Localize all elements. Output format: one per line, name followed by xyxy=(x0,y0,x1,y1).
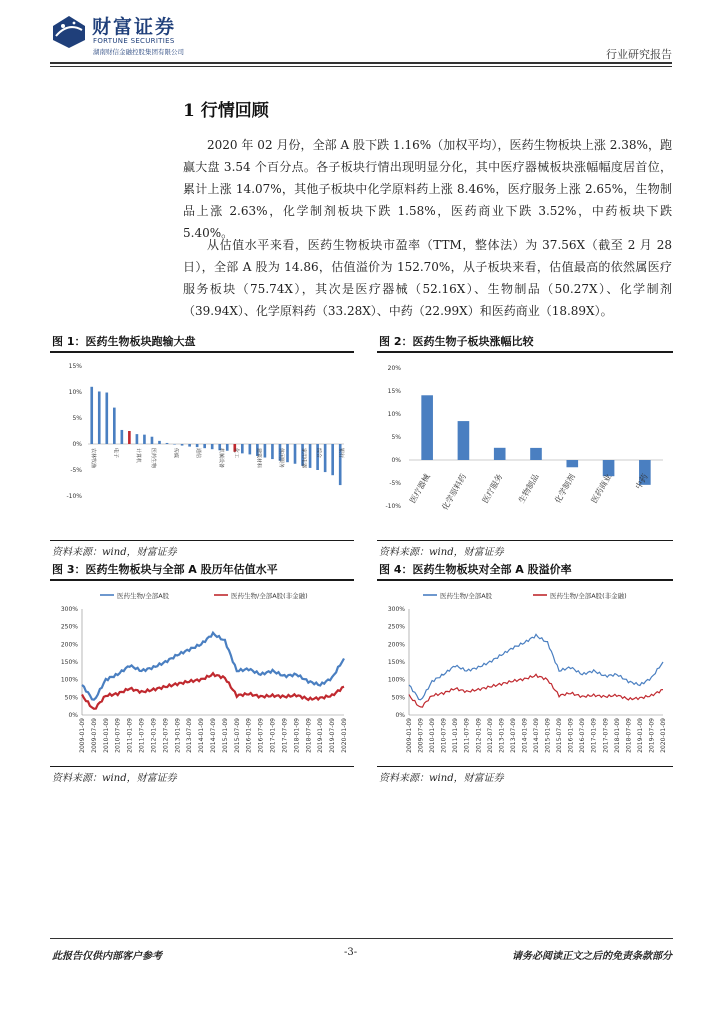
fig1-title: 图 1：医药生物板块跑输大盘 xyxy=(52,335,196,348)
fig3-xtick: 2011-01-09 xyxy=(126,718,134,753)
fig4-ytick: 150% xyxy=(387,659,405,666)
fig3-title: 图 3：医药生物板块与全部 A 股历年估值水平 xyxy=(52,563,278,576)
fig1-bar xyxy=(128,431,131,444)
fig2-bottom-rule xyxy=(377,540,673,541)
fig1-ytick: 10% xyxy=(68,389,82,396)
fig4-xtick: 2011-01-09 xyxy=(452,718,460,753)
fig4-xtick: 2010-01-09 xyxy=(429,718,437,753)
fig2-xtick: 中药 xyxy=(633,472,650,491)
fig1-bar xyxy=(324,444,327,472)
fig4-xtick: 2015-07-09 xyxy=(556,718,564,753)
fig3-xtick: 2018-07-09 xyxy=(305,718,313,753)
fig1-bar xyxy=(98,391,101,444)
fig1-bar xyxy=(151,437,154,444)
fig4-xtick: 2013-01-09 xyxy=(498,718,506,753)
fig1-bar xyxy=(203,444,206,448)
fig4-xtick: 2014-01-09 xyxy=(521,718,529,753)
fig3-xtick: 2009-07-09 xyxy=(90,718,98,753)
fig4-ytick: 300% xyxy=(387,606,405,613)
fig3-xtick: 2010-01-09 xyxy=(102,718,110,753)
fig3-legend-label: 医药生物/全部A股(非金融) xyxy=(231,592,308,600)
fig1-bar xyxy=(286,444,289,462)
fig3-xtick: 2016-01-09 xyxy=(245,718,253,753)
fig4-xtick: 2016-07-09 xyxy=(579,718,587,753)
fig1-bar xyxy=(113,408,116,444)
fig1-bar xyxy=(249,444,252,454)
fig4-xtick: 2018-07-09 xyxy=(625,718,633,753)
fig2-ytick: 0% xyxy=(391,457,401,464)
fig4-xtick: 2017-07-09 xyxy=(602,718,610,753)
fig4-chart xyxy=(379,583,673,763)
fig1-bar xyxy=(196,444,199,447)
fig1-xtick: 银行 xyxy=(338,448,345,459)
fig3-xtick: 2019-07-09 xyxy=(329,718,337,753)
logo-mark-icon xyxy=(50,14,88,50)
fig1-ytick: 0% xyxy=(72,441,82,448)
fig4-top-rule xyxy=(377,579,673,581)
fig4-xtick: 2010-07-09 xyxy=(440,718,448,753)
fig2-ytick: 10% xyxy=(387,411,401,418)
fig1-bar xyxy=(226,444,229,451)
paragraph-2: 从估值水平来看，医药生物板块市盈率（TTM，整体法）为 37.56X（截至 2 月 28 日），全部 A 股为 14.86，估值溢价为 152.70%，从子板块来看，估值最高的依然属医疗服务板块（75.74X），其次是医疗器械（52.16X）、生物制品（50.27X）、化学制剂（39.94X）、化学原料药（33.28X）、中药（22.99X）和医药商业（18.89X）。 xyxy=(183,238,672,318)
fig1-xtick: 休闲服务 xyxy=(278,448,284,469)
fig1-ytick: -10% xyxy=(66,493,82,500)
fig4-ytick: 50% xyxy=(391,694,405,702)
fig4-xtick: 2009-01-09 xyxy=(406,718,413,753)
fig2-xtick: 化学制剂 xyxy=(553,472,578,505)
fig1-bar xyxy=(136,434,139,444)
fig3-xtick: 2015-07-09 xyxy=(233,718,241,753)
fig1-bar xyxy=(90,387,93,444)
fig3-legend-label: 医药生物/全部A股 xyxy=(117,592,170,600)
fig1-xtick: 通信 xyxy=(195,448,202,459)
footer-left: 此报告仅供内部客户参考 xyxy=(52,951,162,962)
fig4-xtick: 2018-01-09 xyxy=(613,718,621,753)
fig3-bottom-rule xyxy=(50,766,354,767)
fig4-xtick: 2009-07-09 xyxy=(417,718,425,753)
fig3-ytick: 100% xyxy=(60,676,78,684)
fig2-source: 资料来源：wind，财富证券 xyxy=(379,547,504,558)
fig4-ytick: 200% xyxy=(387,641,405,649)
fig4-bottom-rule xyxy=(377,766,673,767)
fig1-bar xyxy=(188,444,191,447)
fig3-ytick: 250% xyxy=(60,623,78,631)
fig3-xtick: 2014-07-09 xyxy=(210,718,217,753)
fig1-xtick: 化工 xyxy=(232,448,239,459)
fig2-bar xyxy=(421,395,433,460)
fig4-ytick: 100% xyxy=(387,676,405,684)
fig2-ytick: 15% xyxy=(387,388,401,395)
fig3-source: 资料来源：wind，财富证券 xyxy=(52,773,177,784)
fig4-xtick: 2011-07-09 xyxy=(463,718,471,753)
fig4-series-line xyxy=(409,634,663,699)
fig1-bar xyxy=(331,444,334,475)
fig1-bar xyxy=(181,444,184,446)
fig1-xtick: 机械设备 xyxy=(217,448,224,469)
fig3-xtick: 2017-01-09 xyxy=(269,718,277,753)
fig1-bar xyxy=(271,444,274,459)
header-rule-thin xyxy=(50,66,672,67)
fig3-xtick: 2019-01-09 xyxy=(317,718,325,753)
fig4-xtick: 2019-01-09 xyxy=(636,718,644,753)
fig4-xtick: 2012-01-09 xyxy=(475,718,483,753)
fig3-ytick: 200% xyxy=(60,641,78,649)
fig1-bar xyxy=(264,444,267,458)
fig1-xtick: 传媒 xyxy=(172,448,179,459)
fig1-xtick: 农林牧渔 xyxy=(89,448,96,469)
fig1-ytick: 5% xyxy=(72,415,82,422)
fig1-xtick: 建筑材料 xyxy=(255,448,262,469)
fig4-ytick: 0% xyxy=(395,712,405,719)
logo-cn: 财富证券 xyxy=(92,16,177,38)
fig2-xtick: 医疗服务 xyxy=(480,472,505,505)
fig4-xtick: 2017-01-09 xyxy=(590,718,598,753)
fig2-chart xyxy=(379,356,673,538)
fig1-xtick: 计算机 xyxy=(134,448,141,464)
fig2-bar xyxy=(566,460,578,467)
header-rule xyxy=(50,62,672,64)
fig1-bar xyxy=(166,443,169,444)
header xyxy=(0,0,724,70)
fig4-xtick: 2016-01-09 xyxy=(567,718,575,753)
report-type: 行业研究报告 xyxy=(606,48,672,61)
fig4-xtick: 2019-07-09 xyxy=(648,718,656,753)
fig1-xtick: 医药生物 xyxy=(150,448,156,469)
fig1-chart xyxy=(52,356,354,538)
fig3-xtick: 2009-01-09 xyxy=(79,718,86,753)
fig3-xtick: 2020-01-09 xyxy=(341,718,348,753)
fig3-xtick: 2012-07-09 xyxy=(162,718,170,753)
fig4-xtick: 2012-07-09 xyxy=(486,718,494,753)
fig2-xtick: 生物制品 xyxy=(516,472,541,505)
fig3-xtick: 2015-01-09 xyxy=(221,718,229,753)
fig2-bar xyxy=(494,448,506,460)
fig3-xtick: 2017-07-09 xyxy=(281,718,289,753)
logo-tagline: 湖南财信金融控股集团有限公司 xyxy=(93,48,184,56)
fig2-xtick: 化学原料药 xyxy=(440,472,469,512)
fig2-top-rule xyxy=(377,351,673,353)
fig1-bar xyxy=(143,435,146,444)
fig3-ytick: 0% xyxy=(68,712,78,719)
fig4-ytick: 250% xyxy=(387,623,405,631)
fig4-legend-label: 医药生物/全部A股 xyxy=(440,592,493,600)
fig4-legend-label: 医药生物/全部A股(非金融) xyxy=(550,592,627,600)
fig3-ytick: 300% xyxy=(60,606,78,613)
fig1-bar xyxy=(211,444,214,449)
fig1-ytick: 15% xyxy=(68,363,82,370)
fig4-xtick: 2014-07-09 xyxy=(533,718,540,753)
fig1-bar xyxy=(121,430,124,444)
fig4-xtick: 2015-01-09 xyxy=(544,718,552,753)
fig3-xtick: 2010-07-09 xyxy=(114,718,122,753)
fig3-xtick: 2018-01-09 xyxy=(293,718,301,753)
fig2-xtick: 医药商业 xyxy=(589,472,614,505)
fig4-xtick: 2013-07-09 xyxy=(509,718,517,753)
fig1-bar xyxy=(173,444,176,445)
footer-right: 请务必阅读正文之后的免责条款部分 xyxy=(512,951,672,962)
footer-page: -3- xyxy=(344,947,358,958)
fig2-ytick: 5% xyxy=(391,434,401,441)
fig1-bar xyxy=(294,444,297,464)
fig1-bar xyxy=(241,444,244,453)
fig3-chart xyxy=(52,583,354,763)
fig3-xtick: 2013-07-09 xyxy=(186,718,194,753)
fig1-ytick: -5% xyxy=(70,467,82,474)
fig2-bar xyxy=(530,448,542,460)
footer-rule xyxy=(50,938,673,939)
fig1-top-rule xyxy=(50,351,354,353)
fig3-xtick: 2016-07-09 xyxy=(257,718,265,753)
fig1-bar xyxy=(105,393,108,444)
fig2-ytick: 20% xyxy=(387,365,401,372)
fig3-series-line xyxy=(82,633,344,700)
fig3-top-rule xyxy=(50,579,354,581)
fig1-xtick: 电子 xyxy=(112,448,119,459)
fig1-bar xyxy=(158,441,161,444)
section-title: 1 行情回顾 xyxy=(183,101,269,121)
fig3-xtick: 2011-07-09 xyxy=(138,718,146,753)
fig3-xtick: 2012-01-09 xyxy=(150,718,158,753)
fig4-xtick: 2020-01-09 xyxy=(660,718,667,753)
fig2-title: 图 2：医药生物子板块涨幅比较 xyxy=(379,335,534,348)
fig1-xtick: 家用电器 xyxy=(300,448,307,469)
fig1-xtick: 综合 xyxy=(315,448,322,459)
fig1-bottom-rule xyxy=(50,540,354,541)
fig1-bar xyxy=(309,444,312,468)
paragraph-1: 2020 年 02 月份，全部 A 股下跌 1.16%（加权平均），医药生物板块上涨 2.38%，跑赢大盘 3.54 个百分点。各子板块行情出现明显分化，其中医疗器械板块涨幅幅度居首位，累计上涨 14.07%，其他子板块中化学原料药上涨 8.46%，医疗服务上涨 2.65%，生物制品上涨 2.63%，化学制剂板块下跌 1.58%，医药商业下跌 3.52%，中药板块下跌 5.40%。 xyxy=(183,138,672,240)
fig2-ytick: -10% xyxy=(385,503,401,510)
logo-en: FORTUNE SECURITIES xyxy=(93,37,175,45)
fig4-source: 资料来源：wind，财富证券 xyxy=(379,773,504,784)
fig3-ytick: 50% xyxy=(64,694,78,702)
fig2-bar xyxy=(458,421,470,460)
fig4-title: 图 4：医药生物板块对全部 A 股溢价率 xyxy=(379,563,572,576)
fig2-ytick: -5% xyxy=(389,480,401,487)
fig3-ytick: 150% xyxy=(60,659,78,666)
fig3-xtick: 2014-01-09 xyxy=(198,718,206,753)
fig2-xtick: 医疗器械 xyxy=(408,472,432,505)
fig3-xtick: 2013-01-09 xyxy=(174,718,182,753)
fig1-source: 资料来源：wind，财富证券 xyxy=(52,547,177,558)
